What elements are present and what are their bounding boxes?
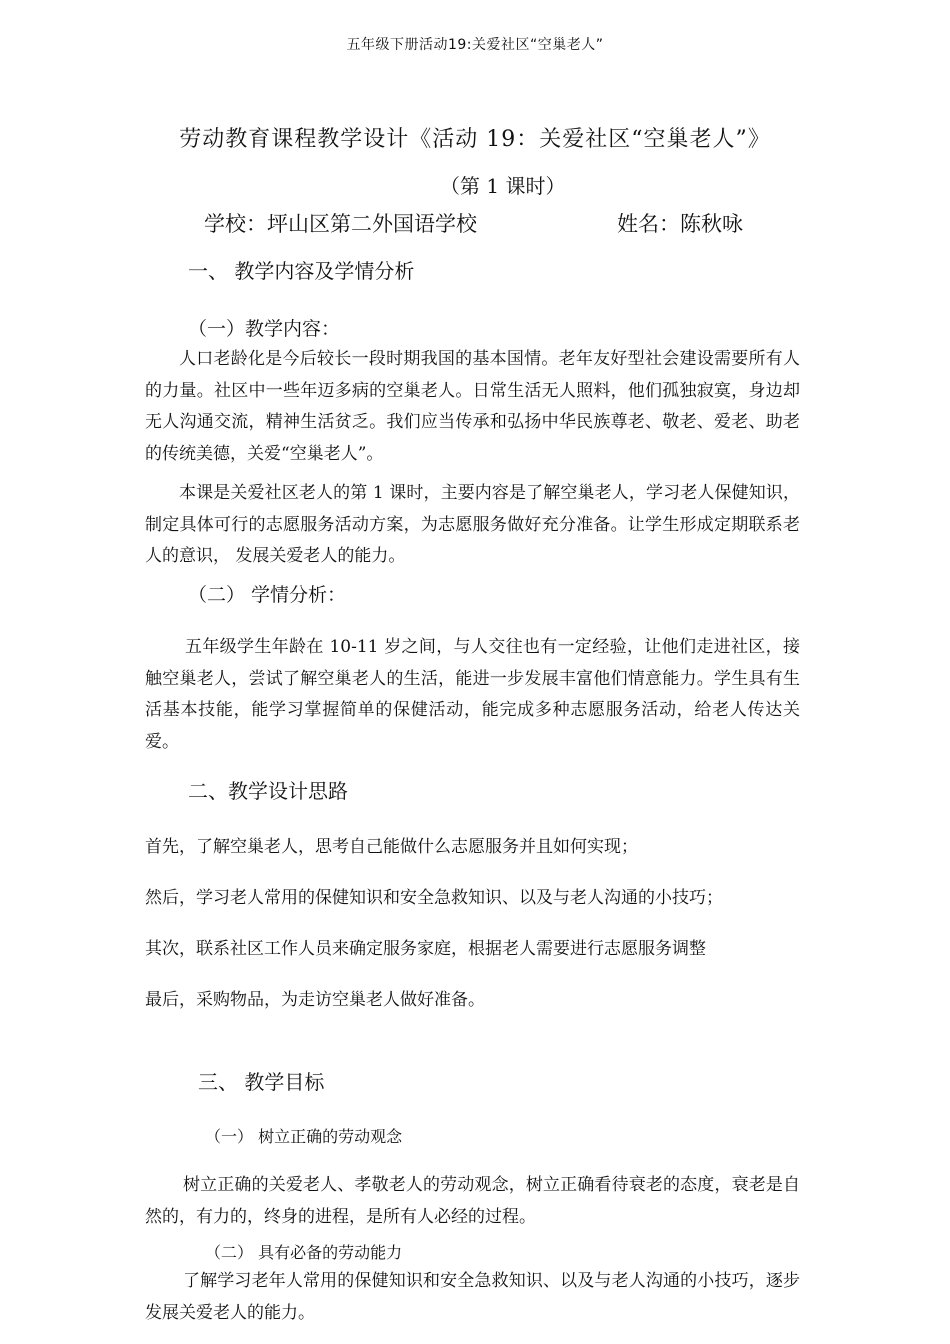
- design-step-2: 然后，学习老人常用的保健知识和安全急救知识、以及与老人沟通的小技巧；: [145, 888, 723, 908]
- section-3-sub-1-paragraph: 树立正确的关爱老人、孝敬老人的劳动观念，树立正确看待衰老的态度，衰老是自然的，有力的，终身的进程，是所有人必经的过程。: [145, 1175, 800, 1227]
- section-1-sub-2-heading: （二） 学情分析：: [188, 584, 347, 606]
- section-3-sub-1-heading: （一） 树立正确的劳动观念: [205, 1127, 403, 1146]
- section-1-sub-1-heading: （一）教学内容：: [188, 318, 341, 340]
- author-name: 姓名：陈秋咏: [617, 212, 743, 236]
- section-1-sub-2-paragraph: 五年级学生年龄在 10-11 岁之间，与人交往也有一定经验，让他们走进社区，接触空巢老人，尝试了解空巢老人的生活，能进一步发展丰富他们情意能力。学生具有生活基本技能，能学习掌握简单的保健活动，能完成多种志愿服务活动，给老人传达关爱。: [145, 637, 800, 752]
- section-3-heading: 三、 教学目标: [198, 1070, 325, 1094]
- design-step-3: 其次，联系社区工作人员来确定服务家庭，根据老人需要进行志愿服务调整: [145, 939, 706, 959]
- lesson-number: （第 1 课时）: [440, 174, 566, 198]
- section-1-heading: 一、 教学内容及学情分析: [188, 259, 415, 283]
- document-title: 劳动教育课程教学设计《活动 19：关爱社区“空巢老人”》: [179, 127, 771, 152]
- section-2-heading: 二、教学设计思路: [188, 779, 348, 803]
- section-3-sub-2-heading: （二） 具有必备的劳动能力: [205, 1243, 403, 1262]
- section-3-sub-2-paragraph: 了解学习老年人常用的保健知识和安全急救知识、以及与老人沟通的小技巧，逐步发展关爱老人的能力。: [145, 1271, 800, 1323]
- school-name: 学校：坪山区第二外国语学校: [204, 212, 477, 236]
- section-1-sub-1-paragraph-2: 本课是关爱社区老人的第 1 课时，主要内容是了解空巢老人，学习老人保健知识，制定具体可行的志愿服务活动方案，为志愿服务做好充分准备。让学生形成定期联系老人的意识， 发展关爱老人的能力。: [145, 483, 800, 566]
- design-step-1: 首先，了解空巢老人，思考自己能做什么志愿服务并且如何实现；: [145, 837, 638, 857]
- section-1-sub-1-paragraph-1: 人口老龄化是今后较长一段时期我国的基本国情。老年友好型社会建设需要所有人的力量。社区中一些年迈多病的空巢老人。日常生活无人照料，他们孤独寂寞，身边却无人沟通交流，精神生活贫乏。我们应当传承和弘扬中华民族尊老、敬老、爱老、助老的传统美德，关爱“空巢老人”。: [145, 349, 800, 464]
- design-step-4: 最后，采购物品，为走访空巢老人做好准备。: [145, 990, 485, 1010]
- page-header: 五年级下册活动19:关爱社区“空巢老人”: [346, 37, 604, 53]
